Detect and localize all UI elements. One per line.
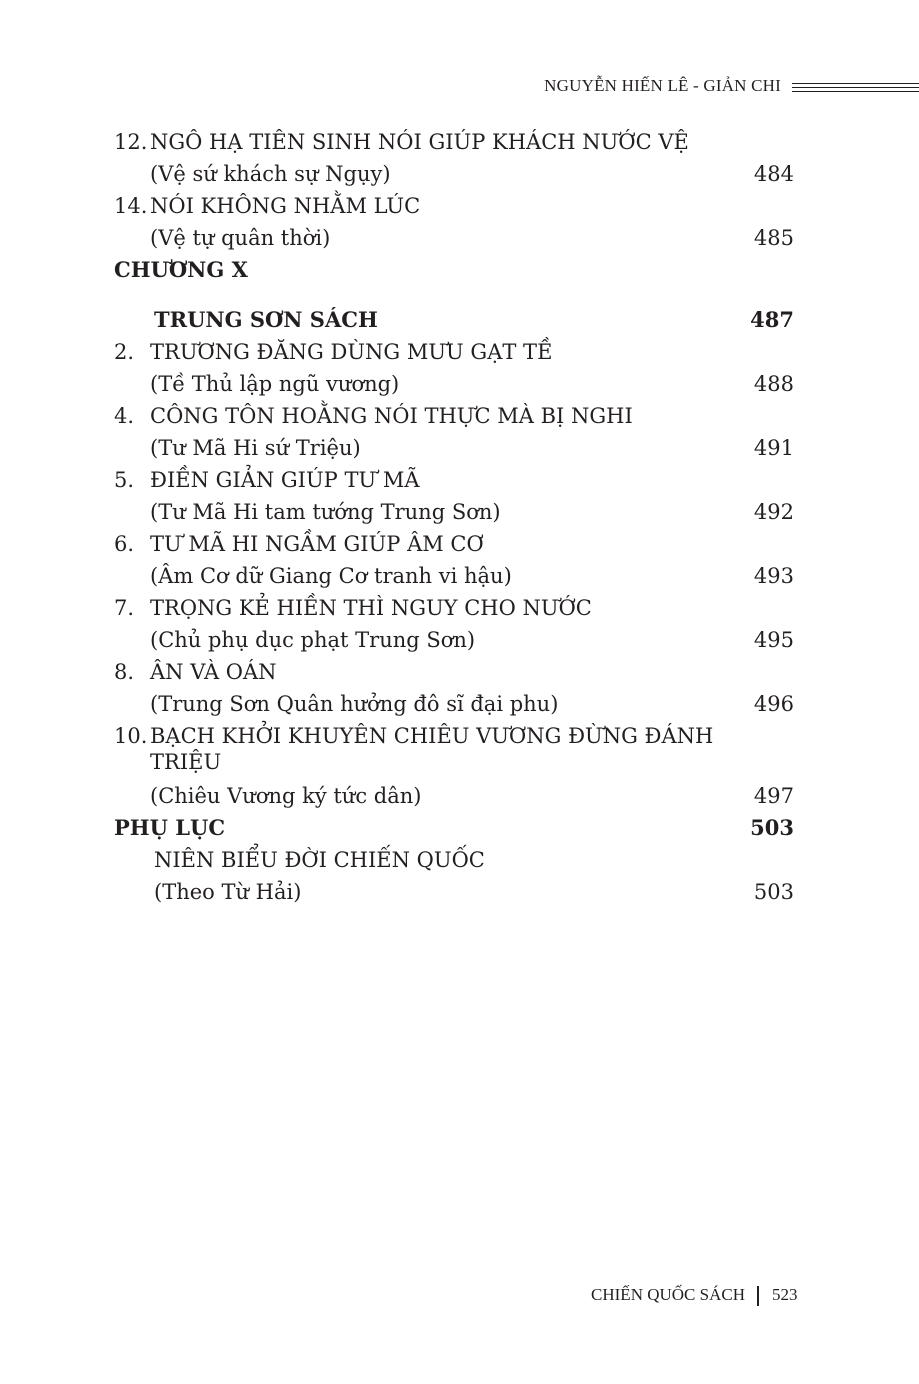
appendix-title: PHỤ LỤC [114, 815, 226, 840]
entry-subtitle: (Vệ tự quân thời) [150, 226, 331, 250]
appendix-heading [0, 815, 919, 841]
entry-page: 492 [753, 500, 794, 524]
entry-number: 12. [114, 130, 148, 154]
entry-page: 503 [753, 880, 794, 904]
toc-entry [0, 847, 919, 873]
entry-title: TRỌNG KẺ HIỀN THÌ NGUY CHO NƯỚC [150, 596, 592, 620]
toc-entry-subtitle-row [0, 499, 919, 525]
toc-entry-subtitle-row [0, 783, 919, 809]
entry-subtitle: (Vệ sứ khách sự Ngụy) [150, 162, 391, 186]
entry-subtitle: (Âm Cơ dữ Giang Cơ tranh vi hậu) [150, 564, 512, 588]
toc-entry [0, 129, 919, 155]
entry-number: 2. [114, 340, 135, 364]
entry-number: 10. [114, 724, 148, 748]
entry-page: 493 [753, 564, 794, 588]
appendix-page: 503 [750, 815, 794, 840]
entry-number: 5. [114, 468, 135, 492]
header-author: NGUYỄN HIẾN LÊ - GIẢN CHI [544, 76, 781, 95]
toc-entry-subtitle-row [0, 691, 919, 717]
toc-entry-subtitle-row [0, 879, 919, 905]
toc-entry-subtitle-row [0, 435, 919, 461]
toc-entry-subtitle-row [0, 627, 919, 653]
footer-divider [757, 1286, 759, 1306]
entry-subtitle: (Trung Sơn Quân hưởng đô sĩ đại phu) [150, 692, 559, 716]
entry-title: NÓI KHÔNG NHẰM LÚC [150, 194, 421, 218]
toc-entry [0, 339, 919, 365]
toc-entry [0, 659, 919, 685]
entry-page: 491 [753, 436, 794, 460]
entry-page: 484 [753, 162, 794, 186]
toc-entry [0, 723, 919, 775]
entry-subtitle: (Tề Thủ lập ngũ vương) [150, 372, 400, 396]
chapter-title: CHƯƠNG X [114, 257, 248, 282]
header-rule-line [792, 83, 919, 84]
entry-number: 14. [114, 194, 148, 218]
chapter-heading [0, 257, 919, 283]
toc-entry [0, 595, 919, 621]
entry-title: ÂN VÀ OÁN [150, 660, 277, 684]
section-heading [0, 307, 919, 333]
entry-title: NIÊN BIỂU ĐỜI CHIẾN QUỐC [154, 848, 485, 872]
toc-entry [0, 467, 919, 493]
entry-subtitle: (Chiêu Vương ký tức dân) [150, 784, 422, 808]
header-rule-line [792, 87, 919, 88]
page-number: 523 [772, 1285, 798, 1304]
toc-entry [0, 403, 919, 429]
entry-subtitle: (Chủ phụ dục phạt Trung Sơn) [150, 628, 476, 652]
header-rule-line [792, 91, 919, 92]
entry-number: 8. [114, 660, 135, 684]
entry-page: 495 [753, 628, 794, 652]
entry-number: 4. [114, 404, 135, 428]
toc-entry-subtitle-row [0, 371, 919, 397]
entry-page: 496 [753, 692, 794, 716]
toc-entry-subtitle-row [0, 563, 919, 589]
section-page: 487 [750, 307, 794, 332]
toc-entry-subtitle-row [0, 161, 919, 187]
entry-number: 6. [114, 532, 135, 556]
entry-number: 7. [114, 596, 135, 620]
entry-subtitle: (Theo Từ Hải) [154, 880, 302, 904]
running-footer [0, 1283, 919, 1309]
entry-subtitle: (Tư Mã Hi sứ Triệu) [150, 436, 361, 460]
entry-title: BẠCH KHỞI KHUYÊN CHIÊU VƯƠNG ĐỪNG ĐÁNH TRIỆU [150, 724, 714, 774]
entry-page: 497 [753, 784, 794, 808]
running-header [0, 74, 919, 102]
entry-title: TRƯƠNG ĐĂNG DÙNG MƯU GẠT TỀ [150, 340, 553, 364]
entry-subtitle: (Tư Mã Hi tam tướng Trung Sơn) [150, 500, 501, 524]
entry-title: ĐIỀN GIẢN GIÚP TƯ MÃ [150, 468, 420, 492]
toc-entry-subtitle-row [0, 225, 919, 251]
toc-entry [0, 531, 919, 557]
section-title: TRUNG SƠN SÁCH [154, 307, 378, 332]
entry-title: TƯ MÃ HI NGẦM GIÚP ÂM CƠ [150, 532, 484, 556]
entry-title: NGÔ HẠ TIÊN SINH NÓI GIÚP KHÁCH NƯỚC VỆ [150, 130, 689, 154]
entry-page: 485 [753, 226, 794, 250]
toc-entry [0, 193, 919, 219]
entry-page: 488 [753, 372, 794, 396]
footer-book-title: CHIẾN QUỐC SÁCH [591, 1285, 745, 1304]
entry-title: CÔNG TÔN HOẰNG NÓI THỰC MÀ BỊ NGHI [150, 404, 633, 428]
